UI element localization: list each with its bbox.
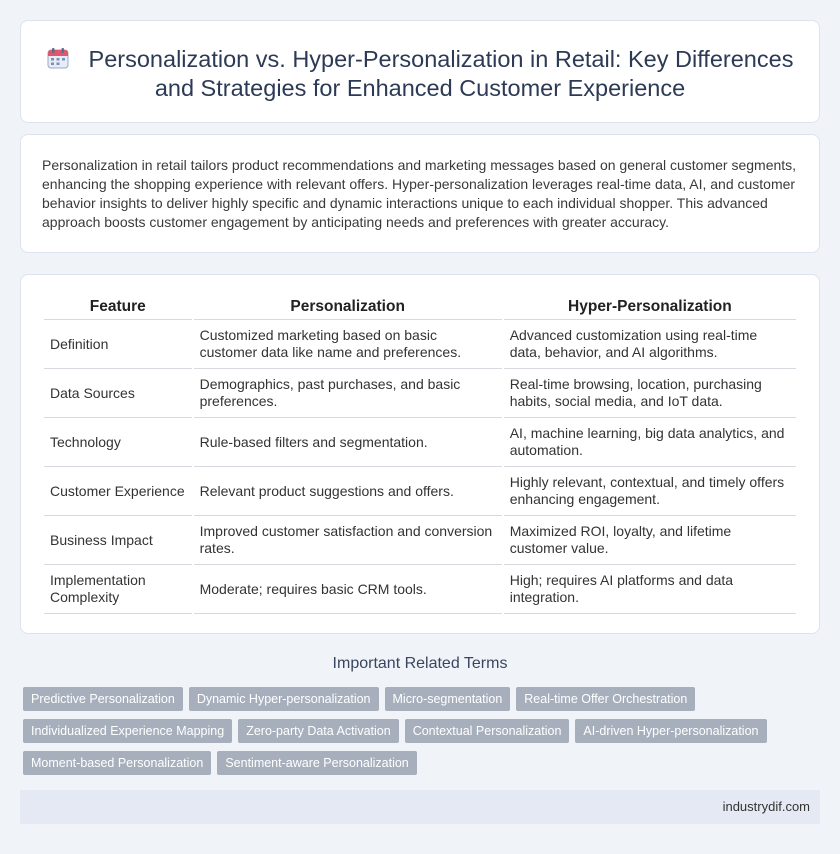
personalization-cell: Demographics, past purchases, and basic preferences. [194,369,502,418]
feature-cell: Definition [44,320,192,369]
column-header: Personalization [194,296,502,320]
table-row [44,320,796,369]
related-term-tag[interactable]: AI-driven Hyper-personalization [575,719,766,743]
hyper-personalization-cell: Highly relevant, contextual, and timely offers enhancing engagement. [504,467,796,516]
title-card [20,20,820,123]
feature-cell: Data Sources [44,369,192,418]
feature-cell: Implementation Complexity [44,565,192,614]
tag-row [23,751,803,775]
feature-cell: Technology [44,418,192,467]
feature-cell: Business Impact [44,516,192,565]
related-terms-tags [23,687,803,783]
related-terms-title: Important Related Terms [332,655,508,672]
table-row [44,418,796,467]
related-term-tag[interactable]: Predictive Personalization [23,687,183,711]
hyper-personalization-cell: Advanced customization using real-time data, behavior, and AI algorithms. [504,320,796,369]
personalization-cell: Moderate; requires basic CRM tools. [194,565,502,614]
hyper-personalization-cell: Real-time browsing, location, purchasing habits, social media, and IoT data. [504,369,796,418]
table-row [44,565,796,614]
intro-card [20,134,820,253]
related-term-tag[interactable]: Sentiment-aware Personalization [217,751,416,775]
personalization-cell: Improved customer satisfaction and conversion rates. [194,516,502,565]
calendar-icon [47,47,69,69]
personalization-cell: Rule-based filters and segmentation. [194,418,502,467]
table-row [44,516,796,565]
tag-row [23,719,803,743]
tag-row [23,687,803,711]
personalization-cell: Relevant product suggestions and offers. [194,467,502,516]
related-term-tag[interactable]: Individualized Experience Mapping [23,719,232,743]
related-term-tag[interactable]: Dynamic Hyper-personalization [189,687,379,711]
related-term-tag[interactable]: Contextual Personalization [405,719,570,743]
table-row [44,369,796,418]
comparison-table-card [20,274,820,634]
table-row [44,467,796,516]
hyper-personalization-cell: Maximized ROI, loyalty, and lifetime customer value. [504,516,796,565]
hyper-personalization-cell: High; requires AI platforms and data integration. [504,565,796,614]
page-title [41,45,799,103]
related-term-tag[interactable]: Zero-party Data Activation [238,719,399,743]
column-header: Hyper-Personalization [504,296,796,320]
related-term-tag[interactable]: Micro-segmentation [385,687,511,711]
comparison-table [42,296,798,614]
personalization-cell: Customized marketing based on basic customer data like name and preferences. [194,320,502,369]
feature-cell: Customer Experience [44,467,192,516]
page-title-text: Personalization vs. Hyper-Personalization in Retail: Key Differences and Strategies for Enhanced Customer Experience [88,46,794,101]
related-term-tag[interactable]: Real-time Offer Orchestration [516,687,695,711]
hyper-personalization-cell: AI, machine learning, big data analytics, and automation. [504,418,796,467]
footer-site-link[interactable]: industrydif.com [722,799,810,814]
footer [20,790,820,824]
column-header: Feature [44,296,192,320]
related-term-tag[interactable]: Moment-based Personalization [23,751,211,775]
table-header-row [44,296,796,320]
intro-paragraph: Personalization in retail tailors product recommendations and marketing messages based on general customer segments, enhancing the shopping experience with relevant offers. Hyper-personalization leverages real-time data, AI, and customer behavior insights to deliver highly specific and dynamic interactions unique to each individual shopper. This advanced approach boosts customer engagement by anticipating needs and preferences with greater accuracy. [42,157,797,230]
